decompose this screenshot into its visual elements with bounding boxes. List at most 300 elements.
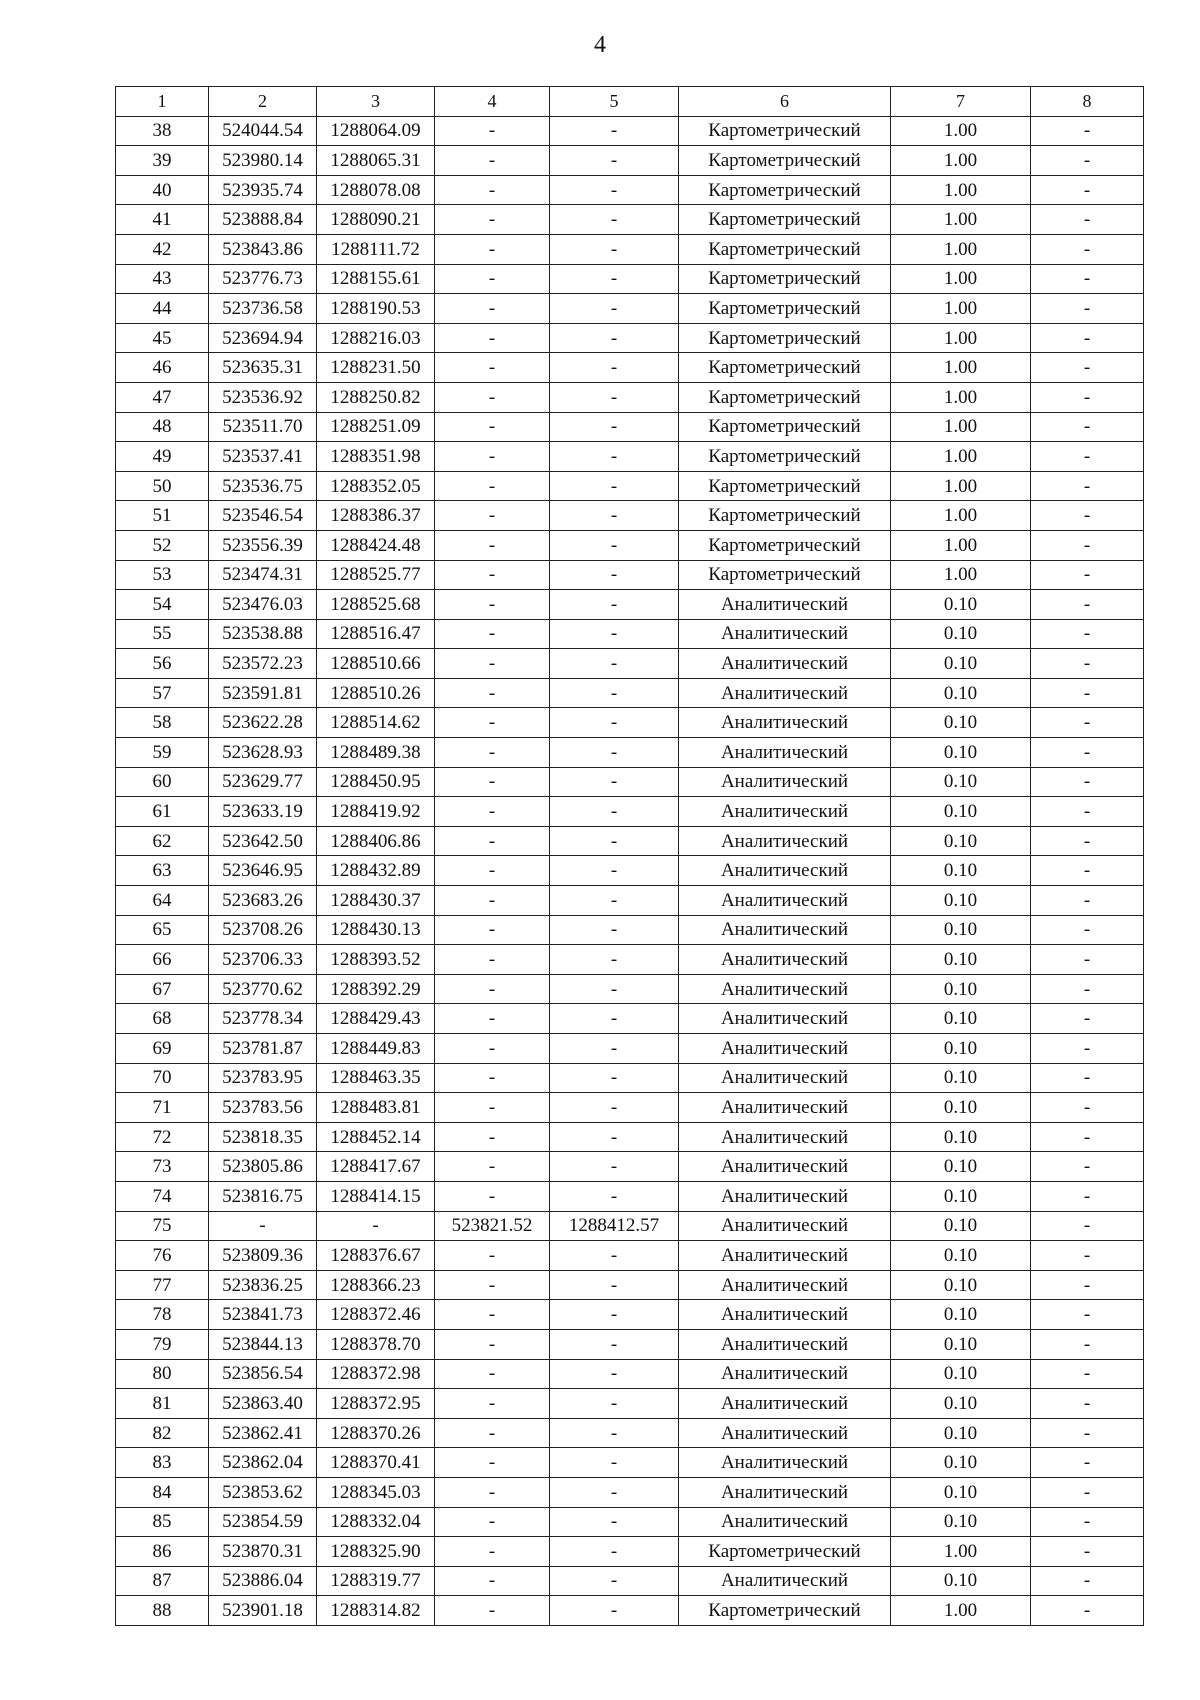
- y-new-coordinate-cell: -: [550, 530, 679, 560]
- x-coordinate-cell: 523556.39: [209, 530, 317, 560]
- table-row: [116, 1181, 1144, 1211]
- accuracy-cell: 0.10: [891, 1566, 1031, 1596]
- method-cell: Картометрический: [679, 382, 891, 412]
- note-cell: -: [1031, 945, 1144, 975]
- point-number-cell: 72: [116, 1122, 209, 1152]
- method-cell: Картометрический: [679, 116, 891, 146]
- x-new-coordinate-cell: -: [435, 974, 550, 1004]
- x-coordinate-cell: 523642.50: [209, 826, 317, 856]
- method-cell: Картометрический: [679, 442, 891, 472]
- method-cell: Аналитический: [679, 1122, 891, 1152]
- method-cell: Аналитический: [679, 886, 891, 916]
- y-coordinate-cell: 1288525.68: [317, 590, 435, 620]
- x-new-coordinate-cell: -: [435, 294, 550, 324]
- column-header: 2: [209, 87, 317, 117]
- header-row: [116, 87, 1144, 117]
- accuracy-cell: 0.10: [891, 1389, 1031, 1419]
- point-number-cell: 48: [116, 412, 209, 442]
- note-cell: -: [1031, 175, 1144, 205]
- accuracy-cell: 0.10: [891, 708, 1031, 738]
- column-header: 4: [435, 87, 550, 117]
- y-coordinate-cell: -: [317, 1211, 435, 1241]
- note-cell: -: [1031, 1507, 1144, 1537]
- y-new-coordinate-cell: -: [550, 1329, 679, 1359]
- accuracy-cell: 0.10: [891, 619, 1031, 649]
- point-number-cell: 55: [116, 619, 209, 649]
- y-coordinate-cell: 1288250.82: [317, 382, 435, 412]
- accuracy-cell: 0.10: [891, 886, 1031, 916]
- accuracy-cell: 0.10: [891, 1329, 1031, 1359]
- y-new-coordinate-cell: -: [550, 501, 679, 531]
- method-cell: Аналитический: [679, 1507, 891, 1537]
- point-number-cell: 87: [116, 1566, 209, 1596]
- table-row: [116, 1300, 1144, 1330]
- note-cell: -: [1031, 590, 1144, 620]
- note-cell: -: [1031, 826, 1144, 856]
- table-row: [116, 1596, 1144, 1626]
- y-new-coordinate-cell: -: [550, 1152, 679, 1182]
- x-new-coordinate-cell: -: [435, 1329, 550, 1359]
- point-number-cell: 50: [116, 471, 209, 501]
- accuracy-cell: 0.10: [891, 1122, 1031, 1152]
- point-number-cell: 44: [116, 294, 209, 324]
- y-coordinate-cell: 1288251.09: [317, 412, 435, 442]
- method-cell: Картометрический: [679, 1537, 891, 1567]
- x-coordinate-cell: 523805.86: [209, 1152, 317, 1182]
- table-row: [116, 1241, 1144, 1271]
- x-new-coordinate-cell: -: [435, 146, 550, 176]
- point-number-cell: 39: [116, 146, 209, 176]
- x-coordinate-cell: 523836.25: [209, 1270, 317, 1300]
- x-coordinate-cell: 523537.41: [209, 442, 317, 472]
- point-number-cell: 86: [116, 1537, 209, 1567]
- note-cell: -: [1031, 1359, 1144, 1389]
- y-coordinate-cell: 1288366.23: [317, 1270, 435, 1300]
- point-number-cell: 62: [116, 826, 209, 856]
- y-new-coordinate-cell: -: [550, 826, 679, 856]
- method-cell: Аналитический: [679, 619, 891, 649]
- y-coordinate-cell: 1288111.72: [317, 234, 435, 264]
- point-number-cell: 80: [116, 1359, 209, 1389]
- note-cell: -: [1031, 1241, 1144, 1271]
- point-number-cell: 53: [116, 560, 209, 590]
- x-coordinate-cell: 523538.88: [209, 619, 317, 649]
- x-new-coordinate-cell: -: [435, 560, 550, 590]
- y-coordinate-cell: 1288406.86: [317, 826, 435, 856]
- x-new-coordinate-cell: -: [435, 382, 550, 412]
- note-cell: -: [1031, 323, 1144, 353]
- y-coordinate-cell: 1288525.77: [317, 560, 435, 590]
- x-coordinate-cell: 523862.41: [209, 1418, 317, 1448]
- y-new-coordinate-cell: -: [550, 1093, 679, 1123]
- y-coordinate-cell: 1288483.81: [317, 1093, 435, 1123]
- note-cell: -: [1031, 1152, 1144, 1182]
- point-number-cell: 60: [116, 767, 209, 797]
- accuracy-cell: 0.10: [891, 826, 1031, 856]
- accuracy-cell: 0.10: [891, 797, 1031, 827]
- table-row: [116, 560, 1144, 590]
- table-row: [116, 678, 1144, 708]
- y-coordinate-cell: 1288332.04: [317, 1507, 435, 1537]
- x-coordinate-cell: 524044.54: [209, 116, 317, 146]
- point-number-cell: 63: [116, 856, 209, 886]
- table-row: [116, 323, 1144, 353]
- method-cell: Аналитический: [679, 767, 891, 797]
- y-coordinate-cell: 1288065.31: [317, 146, 435, 176]
- accuracy-cell: 0.10: [891, 1448, 1031, 1478]
- note-cell: -: [1031, 738, 1144, 768]
- accuracy-cell: 0.10: [891, 767, 1031, 797]
- y-coordinate-cell: 1288351.98: [317, 442, 435, 472]
- x-coordinate-cell: 523818.35: [209, 1122, 317, 1152]
- y-coordinate-cell: 1288489.38: [317, 738, 435, 768]
- x-new-coordinate-cell: -: [435, 915, 550, 945]
- point-number-cell: 78: [116, 1300, 209, 1330]
- y-new-coordinate-cell: -: [550, 590, 679, 620]
- x-new-coordinate-cell: -: [435, 826, 550, 856]
- point-number-cell: 49: [116, 442, 209, 472]
- y-coordinate-cell: 1288392.29: [317, 974, 435, 1004]
- note-cell: -: [1031, 1477, 1144, 1507]
- y-new-coordinate-cell: -: [550, 234, 679, 264]
- note-cell: -: [1031, 442, 1144, 472]
- x-coordinate-cell: 523736.58: [209, 294, 317, 324]
- x-new-coordinate-cell: -: [435, 590, 550, 620]
- y-coordinate-cell: 1288231.50: [317, 353, 435, 383]
- method-cell: Аналитический: [679, 1389, 891, 1419]
- method-cell: Аналитический: [679, 1477, 891, 1507]
- table-row: [116, 234, 1144, 264]
- table-row: [116, 382, 1144, 412]
- method-cell: Картометрический: [679, 323, 891, 353]
- table-row: [116, 146, 1144, 176]
- table-row: [116, 1507, 1144, 1537]
- table-row: [116, 294, 1144, 324]
- y-coordinate-cell: 1288216.03: [317, 323, 435, 353]
- table-row: [116, 264, 1144, 294]
- method-cell: Аналитический: [679, 826, 891, 856]
- x-new-coordinate-cell: -: [435, 501, 550, 531]
- accuracy-cell: 1.00: [891, 1596, 1031, 1626]
- point-number-cell: 67: [116, 974, 209, 1004]
- y-coordinate-cell: 1288516.47: [317, 619, 435, 649]
- method-cell: Картометрический: [679, 560, 891, 590]
- y-coordinate-cell: 1288449.83: [317, 1034, 435, 1064]
- method-cell: Картометрический: [679, 205, 891, 235]
- method-cell: Аналитический: [679, 1181, 891, 1211]
- x-coordinate-cell: -: [209, 1211, 317, 1241]
- table-row: [116, 1093, 1144, 1123]
- y-new-coordinate-cell: -: [550, 264, 679, 294]
- accuracy-cell: 1.00: [891, 353, 1031, 383]
- y-new-coordinate-cell: -: [550, 945, 679, 975]
- note-cell: -: [1031, 1181, 1144, 1211]
- x-coordinate-cell: 523708.26: [209, 915, 317, 945]
- y-new-coordinate-cell: -: [550, 649, 679, 679]
- table-row: [116, 205, 1144, 235]
- method-cell: Картометрический: [679, 264, 891, 294]
- method-cell: Аналитический: [679, 1418, 891, 1448]
- note-cell: -: [1031, 234, 1144, 264]
- table-row: [116, 412, 1144, 442]
- accuracy-cell: 1.00: [891, 294, 1031, 324]
- y-new-coordinate-cell: -: [550, 1537, 679, 1567]
- x-new-coordinate-cell: -: [435, 1034, 550, 1064]
- note-cell: -: [1031, 382, 1144, 412]
- method-cell: Картометрический: [679, 1596, 891, 1626]
- accuracy-cell: 1.00: [891, 205, 1031, 235]
- accuracy-cell: 0.10: [891, 678, 1031, 708]
- x-new-coordinate-cell: -: [435, 1566, 550, 1596]
- table-row: [116, 1063, 1144, 1093]
- x-coordinate-cell: 523511.70: [209, 412, 317, 442]
- x-coordinate-cell: 523633.19: [209, 797, 317, 827]
- point-number-cell: 75: [116, 1211, 209, 1241]
- point-number-cell: 74: [116, 1181, 209, 1211]
- y-coordinate-cell: 1288378.70: [317, 1329, 435, 1359]
- y-coordinate-cell: 1288510.66: [317, 649, 435, 679]
- note-cell: -: [1031, 1300, 1144, 1330]
- note-cell: -: [1031, 678, 1144, 708]
- method-cell: Картометрический: [679, 175, 891, 205]
- y-new-coordinate-cell: -: [550, 1004, 679, 1034]
- point-number-cell: 52: [116, 530, 209, 560]
- note-cell: -: [1031, 797, 1144, 827]
- point-number-cell: 84: [116, 1477, 209, 1507]
- y-coordinate-cell: 1288314.82: [317, 1596, 435, 1626]
- y-coordinate-cell: 1288432.89: [317, 856, 435, 886]
- y-coordinate-cell: 1288514.62: [317, 708, 435, 738]
- table-row: [116, 530, 1144, 560]
- method-cell: Аналитический: [679, 1152, 891, 1182]
- x-coordinate-cell: 523854.59: [209, 1507, 317, 1537]
- x-new-coordinate-cell: -: [435, 738, 550, 768]
- point-number-cell: 45: [116, 323, 209, 353]
- x-coordinate-cell: 523646.95: [209, 856, 317, 886]
- x-coordinate-cell: 523980.14: [209, 146, 317, 176]
- table-row: [116, 1418, 1144, 1448]
- y-coordinate-cell: 1288417.67: [317, 1152, 435, 1182]
- method-cell: Аналитический: [679, 856, 891, 886]
- point-number-cell: 59: [116, 738, 209, 768]
- table-row: [116, 1329, 1144, 1359]
- note-cell: -: [1031, 501, 1144, 531]
- point-number-cell: 66: [116, 945, 209, 975]
- table-row: [116, 826, 1144, 856]
- y-coordinate-cell: 1288452.14: [317, 1122, 435, 1152]
- accuracy-cell: 0.10: [891, 1034, 1031, 1064]
- x-coordinate-cell: 523572.23: [209, 649, 317, 679]
- y-new-coordinate-cell: -: [550, 708, 679, 738]
- point-number-cell: 71: [116, 1093, 209, 1123]
- method-cell: Аналитический: [679, 1093, 891, 1123]
- table-row: [116, 1152, 1144, 1182]
- x-new-coordinate-cell: -: [435, 442, 550, 472]
- y-coordinate-cell: 1288372.46: [317, 1300, 435, 1330]
- table-row: [116, 886, 1144, 916]
- x-coordinate-cell: 523888.84: [209, 205, 317, 235]
- x-new-coordinate-cell: -: [435, 116, 550, 146]
- x-new-coordinate-cell: -: [435, 1448, 550, 1478]
- x-new-coordinate-cell: -: [435, 886, 550, 916]
- y-coordinate-cell: 1288064.09: [317, 116, 435, 146]
- table-row: [116, 767, 1144, 797]
- y-coordinate-cell: 1288510.26: [317, 678, 435, 708]
- accuracy-cell: 0.10: [891, 1004, 1031, 1034]
- method-cell: Аналитический: [679, 1300, 891, 1330]
- method-cell: Аналитический: [679, 945, 891, 975]
- y-new-coordinate-cell: -: [550, 382, 679, 412]
- y-new-coordinate-cell: -: [550, 1389, 679, 1419]
- table-row: [116, 116, 1144, 146]
- point-number-cell: 82: [116, 1418, 209, 1448]
- x-new-coordinate-cell: -: [435, 530, 550, 560]
- column-header: 8: [1031, 87, 1144, 117]
- note-cell: -: [1031, 886, 1144, 916]
- y-coordinate-cell: 1288319.77: [317, 1566, 435, 1596]
- y-new-coordinate-cell: -: [550, 116, 679, 146]
- note-cell: -: [1031, 1004, 1144, 1034]
- method-cell: Картометрический: [679, 412, 891, 442]
- accuracy-cell: 1.00: [891, 530, 1031, 560]
- y-coordinate-cell: 1288414.15: [317, 1181, 435, 1211]
- note-cell: -: [1031, 1329, 1144, 1359]
- y-coordinate-cell: 1288393.52: [317, 945, 435, 975]
- y-coordinate-cell: 1288430.13: [317, 915, 435, 945]
- note-cell: -: [1031, 412, 1144, 442]
- point-number-cell: 88: [116, 1596, 209, 1626]
- note-cell: -: [1031, 1093, 1144, 1123]
- table-row: [116, 442, 1144, 472]
- x-new-coordinate-cell: -: [435, 649, 550, 679]
- method-cell: Аналитический: [679, 1211, 891, 1241]
- table-row: [116, 856, 1144, 886]
- point-number-cell: 76: [116, 1241, 209, 1271]
- accuracy-cell: 1.00: [891, 116, 1031, 146]
- table-row: [116, 1211, 1144, 1241]
- accuracy-cell: 1.00: [891, 471, 1031, 501]
- point-number-cell: 69: [116, 1034, 209, 1064]
- y-new-coordinate-cell: -: [550, 1122, 679, 1152]
- x-coordinate-cell: 523856.54: [209, 1359, 317, 1389]
- y-new-coordinate-cell: -: [550, 471, 679, 501]
- accuracy-cell: 1.00: [891, 175, 1031, 205]
- method-cell: Картометрический: [679, 530, 891, 560]
- accuracy-cell: 1.00: [891, 234, 1031, 264]
- point-number-cell: 41: [116, 205, 209, 235]
- y-new-coordinate-cell: -: [550, 738, 679, 768]
- x-new-coordinate-cell: -: [435, 1507, 550, 1537]
- y-coordinate-cell: 1288190.53: [317, 294, 435, 324]
- method-cell: Картометрический: [679, 471, 891, 501]
- note-cell: -: [1031, 856, 1144, 886]
- note-cell: -: [1031, 649, 1144, 679]
- x-coordinate-cell: 523886.04: [209, 1566, 317, 1596]
- point-number-cell: 77: [116, 1270, 209, 1300]
- x-new-coordinate-cell: 523821.52: [435, 1211, 550, 1241]
- x-new-coordinate-cell: -: [435, 767, 550, 797]
- x-coordinate-cell: 523862.04: [209, 1448, 317, 1478]
- accuracy-cell: 1.00: [891, 560, 1031, 590]
- method-cell: Аналитический: [679, 590, 891, 620]
- y-coordinate-cell: 1288370.26: [317, 1418, 435, 1448]
- point-number-cell: 54: [116, 590, 209, 620]
- x-coordinate-cell: 523844.13: [209, 1329, 317, 1359]
- y-new-coordinate-cell: -: [550, 886, 679, 916]
- x-coordinate-cell: 523622.28: [209, 708, 317, 738]
- table-row: [116, 915, 1144, 945]
- note-cell: -: [1031, 264, 1144, 294]
- note-cell: -: [1031, 1418, 1144, 1448]
- note-cell: -: [1031, 116, 1144, 146]
- point-number-cell: 56: [116, 649, 209, 679]
- table-row: [116, 590, 1144, 620]
- x-new-coordinate-cell: -: [435, 1152, 550, 1182]
- y-new-coordinate-cell: -: [550, 294, 679, 324]
- y-new-coordinate-cell: -: [550, 1359, 679, 1389]
- point-number-cell: 83: [116, 1448, 209, 1478]
- y-new-coordinate-cell: -: [550, 678, 679, 708]
- accuracy-cell: 1.00: [891, 1537, 1031, 1567]
- y-new-coordinate-cell: -: [550, 412, 679, 442]
- table-row: [116, 1448, 1144, 1478]
- note-cell: -: [1031, 1537, 1144, 1567]
- y-coordinate-cell: 1288370.41: [317, 1448, 435, 1478]
- column-header: 7: [891, 87, 1031, 117]
- table-row: [116, 1122, 1144, 1152]
- x-new-coordinate-cell: -: [435, 234, 550, 264]
- y-new-coordinate-cell: -: [550, 146, 679, 176]
- accuracy-cell: 0.10: [891, 1418, 1031, 1448]
- note-cell: -: [1031, 560, 1144, 590]
- y-coordinate-cell: 1288376.67: [317, 1241, 435, 1271]
- y-coordinate-cell: 1288372.95: [317, 1389, 435, 1419]
- accuracy-cell: 0.10: [891, 1093, 1031, 1123]
- accuracy-cell: 0.10: [891, 1211, 1031, 1241]
- note-cell: -: [1031, 205, 1144, 235]
- accuracy-cell: 1.00: [891, 264, 1031, 294]
- x-new-coordinate-cell: -: [435, 856, 550, 886]
- x-new-coordinate-cell: -: [435, 353, 550, 383]
- note-cell: -: [1031, 708, 1144, 738]
- accuracy-cell: 0.10: [891, 945, 1031, 975]
- note-cell: -: [1031, 619, 1144, 649]
- y-new-coordinate-cell: -: [550, 1596, 679, 1626]
- column-header: 1: [116, 87, 209, 117]
- note-cell: -: [1031, 530, 1144, 560]
- x-new-coordinate-cell: -: [435, 1122, 550, 1152]
- accuracy-cell: 1.00: [891, 442, 1031, 472]
- x-new-coordinate-cell: -: [435, 619, 550, 649]
- point-number-cell: 58: [116, 708, 209, 738]
- x-new-coordinate-cell: -: [435, 1477, 550, 1507]
- point-number-cell: 68: [116, 1004, 209, 1034]
- y-new-coordinate-cell: -: [550, 1034, 679, 1064]
- method-cell: Аналитический: [679, 678, 891, 708]
- note-cell: -: [1031, 1063, 1144, 1093]
- point-number-cell: 38: [116, 116, 209, 146]
- accuracy-cell: 0.10: [891, 1063, 1031, 1093]
- y-new-coordinate-cell: -: [550, 205, 679, 235]
- y-new-coordinate-cell: -: [550, 619, 679, 649]
- y-coordinate-cell: 1288430.37: [317, 886, 435, 916]
- table-body: [116, 116, 1144, 1625]
- method-cell: Аналитический: [679, 1063, 891, 1093]
- table-row: [116, 1270, 1144, 1300]
- x-new-coordinate-cell: -: [435, 945, 550, 975]
- method-cell: Картометрический: [679, 146, 891, 176]
- note-cell: -: [1031, 1566, 1144, 1596]
